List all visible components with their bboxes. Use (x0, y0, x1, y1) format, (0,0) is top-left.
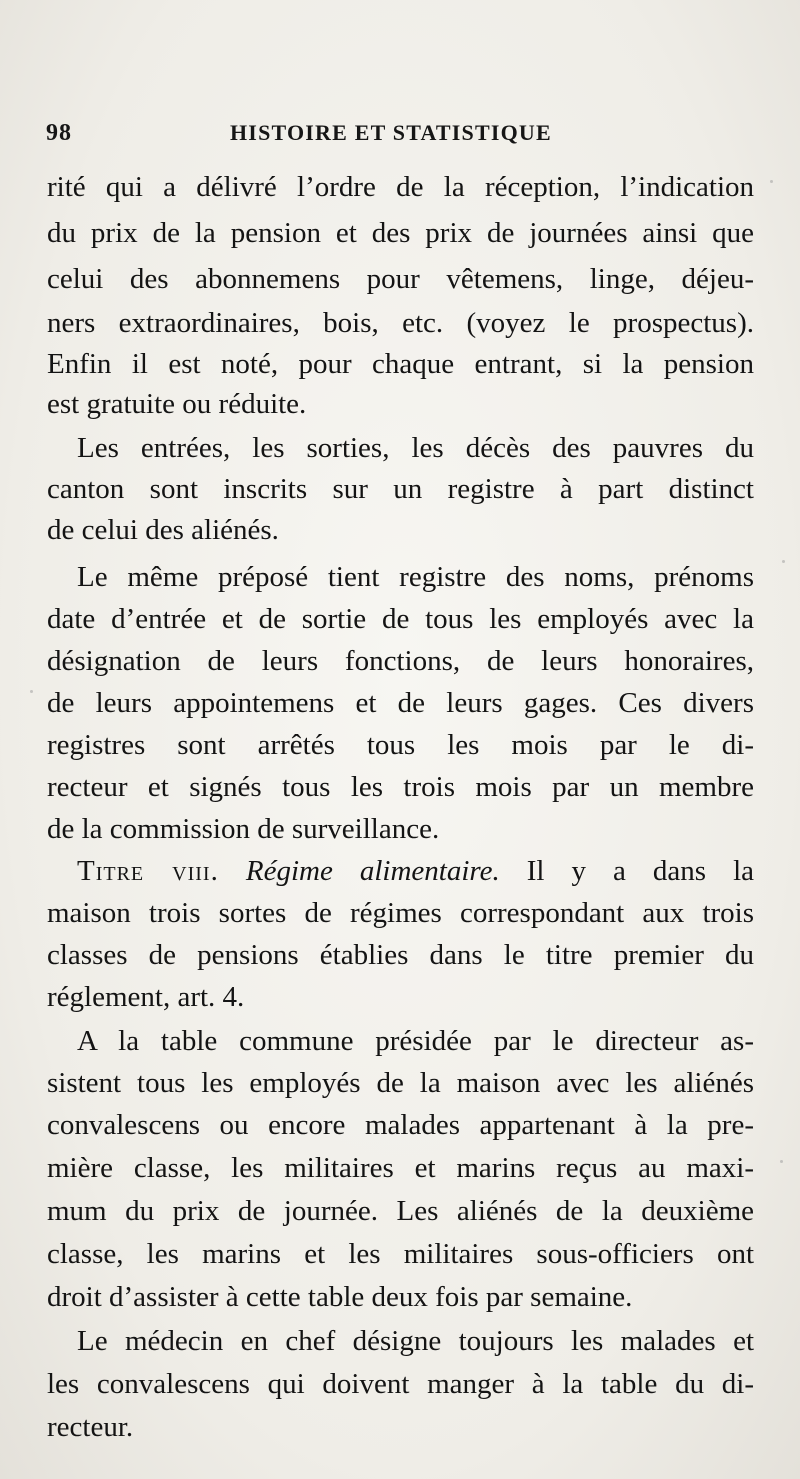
text-line: classes de pensions établies dans le titre premier du (47, 939, 754, 971)
text-line: classe, les marins et les militaires sous-officiers ont (47, 1238, 754, 1270)
titre-text: Il y a dans la (526, 855, 754, 887)
paper-speck (30, 690, 33, 693)
titre-heading: Régime alimentaire. (245, 855, 500, 887)
text-line: convalescens ou encore malades appartenant à la pre- (47, 1109, 754, 1141)
text-line: recteur. (47, 1411, 134, 1443)
text-line: Le médecin en chef désigne toujours les malades et (77, 1325, 754, 1357)
text-line: Les entrées, les sorties, les décès des pauvres du (77, 432, 754, 464)
text-line: les convalescens qui doivent manger à la table du di- (47, 1368, 754, 1400)
text-line: droit d’assister à cette table deux fois par semaine. (47, 1281, 633, 1313)
text-line: sistent tous les employés de la maison avec les aliénés (47, 1067, 754, 1099)
text-line: Enfin il est noté, pour chaque entrant, si la pension (47, 348, 754, 380)
text-line: réglement, art. 4. (47, 981, 245, 1013)
text-line: date d’entrée et de sortie de tous les employés avec la (47, 603, 754, 635)
text-line: désignation de leurs fonctions, de leurs honoraires, (47, 645, 754, 677)
text-line: mum du prix de journée. Les aliénés de la deuxième (47, 1195, 754, 1227)
text-line: Le même préposé tient registre des noms, prénoms (77, 561, 754, 593)
text-line: maison trois sortes de régimes correspondant aux trois (47, 897, 754, 929)
text-line: celui des abonnemens pour vêtemens, linge, déjeu- (47, 263, 754, 295)
text-line: est gratuite ou réduite. (47, 388, 307, 420)
text-line: de leurs appointemens et de leurs gages. Ces divers (47, 687, 754, 719)
text-line: ners extraordinaires, bois, etc. (voyez le prospectus). (47, 307, 754, 339)
text-line: rité qui a délivré l’ordre de la réception, l’indication (47, 171, 754, 203)
paper-speck (770, 180, 773, 183)
text-line: registres sont arrêtés tous les mois par le di- (47, 729, 754, 761)
text-line: canton sont inscrits sur un registre à part distinct (47, 473, 754, 505)
titre-line (47, 848, 754, 894)
text-line: du prix de la pension et des prix de journées ainsi que (47, 217, 754, 249)
paper-speck (780, 1160, 783, 1163)
paper-speck (782, 560, 785, 563)
page-header (46, 120, 756, 160)
text-line: de la commission de surveillance. (47, 813, 440, 845)
text-line: A la table commune présidée par le directeur as- (77, 1025, 754, 1057)
titre-label: Titre viii. (77, 855, 219, 887)
running-title: HISTOIRE ET STATISTIQUE (230, 120, 552, 145)
text-line: mière classe, les militaires et marins reçus au maxi- (47, 1152, 754, 1184)
text-line: de celui des aliénés. (47, 514, 279, 546)
text-line: recteur et signés tous les trois mois par un membre (47, 771, 754, 803)
page-number: 98 (46, 120, 72, 146)
